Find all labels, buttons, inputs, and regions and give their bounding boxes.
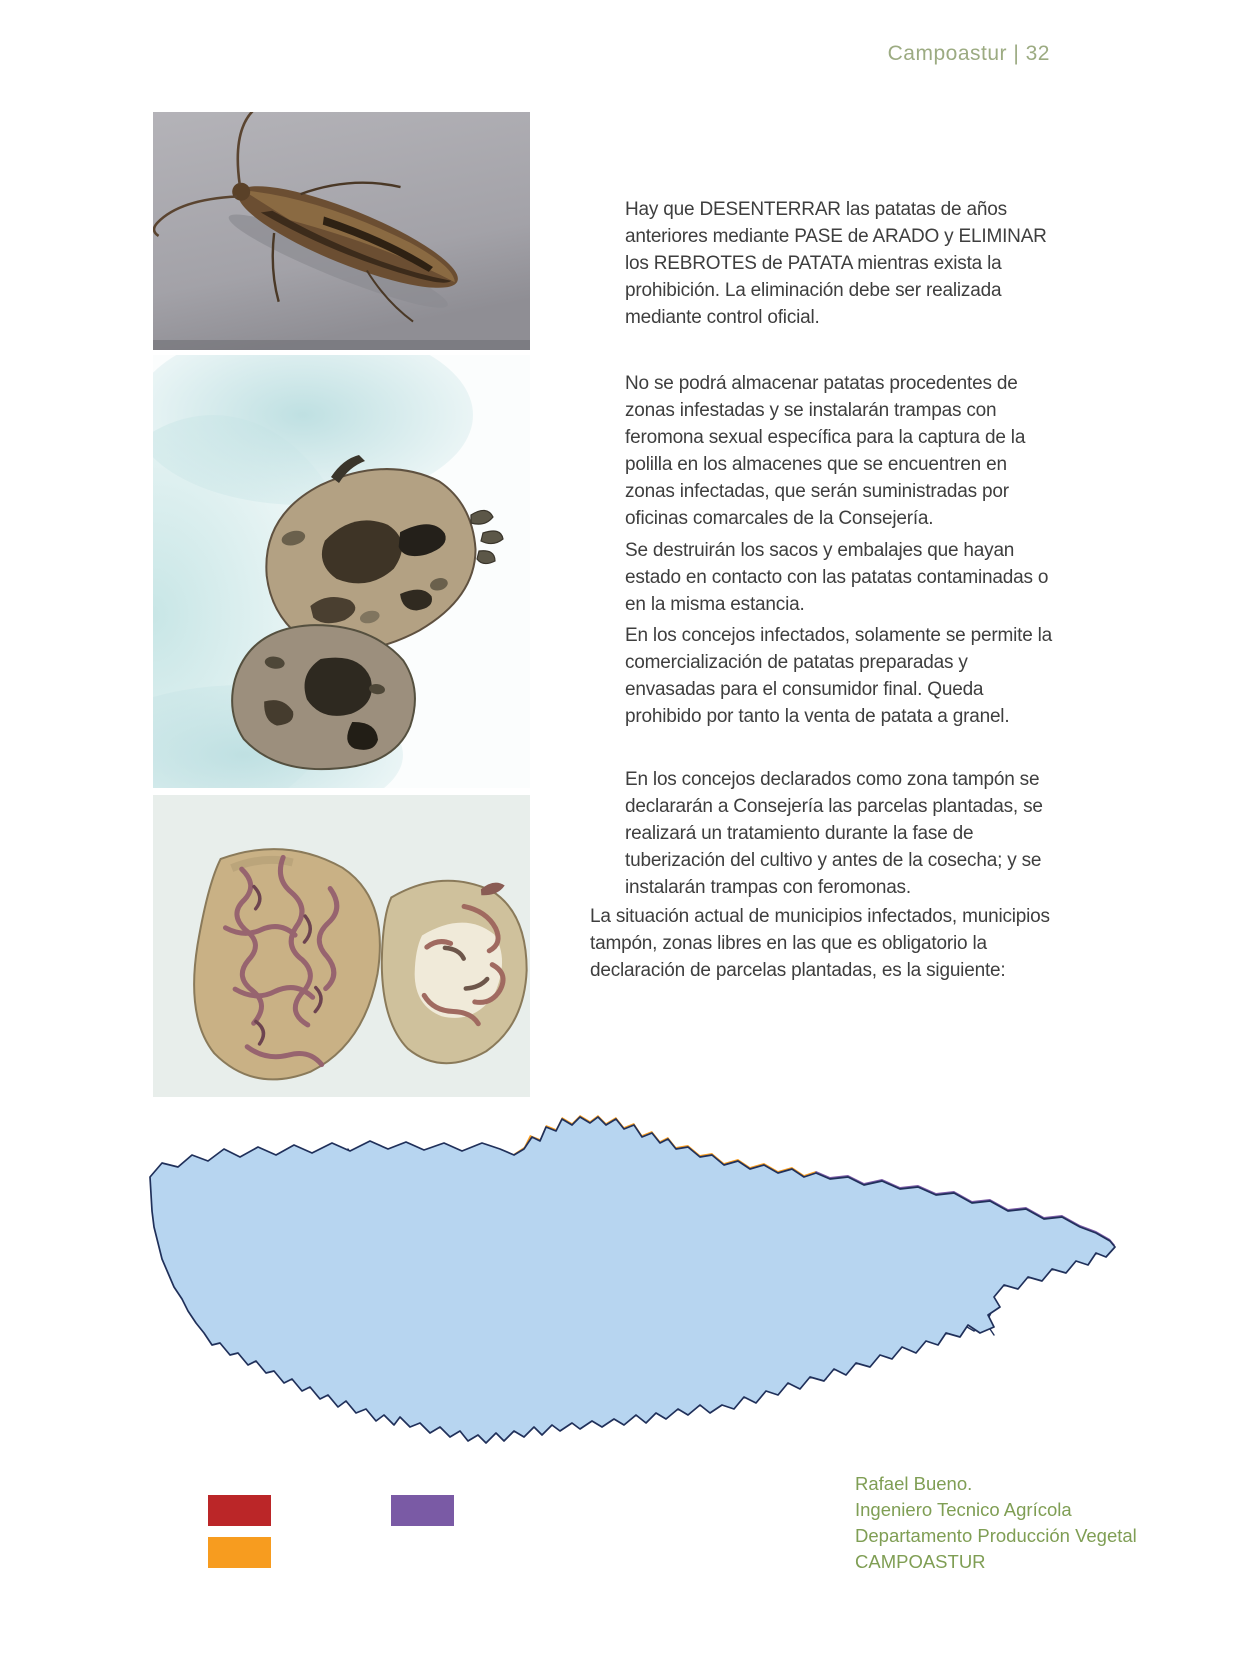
photo-damaged-potatoes-figure xyxy=(153,795,530,1097)
paragraph: En los concejos infectados, solamente se permite la comercialización de patatas preparadas y envasadas para el consumidor final. Queda prohibido por tanto la venta de patata a granel. xyxy=(625,625,1053,727)
paragraph: La situación actual de municipios infectados, municipios tampón, zonas libres en las que es obligatorio la declaración de parcelas plantadas, es la siguiente: xyxy=(590,906,1050,981)
paragraph: Hay que DESENTERRAR las patatas de años anteriores mediante PASE de ARADO y ELIMINAR los REBROTES de PATATA mientras exista la prohibición. La eliminación debe ser realizada mediante control oficial. xyxy=(625,199,1047,328)
asturias-municipalities-map xyxy=(148,1115,1118,1445)
credit-line: Rafael Bueno. xyxy=(855,1473,973,1494)
asturias-map-svg xyxy=(148,1115,1118,1445)
credit-line: Ingeniero Tecnico Agrícola xyxy=(855,1499,1072,1520)
paragraph: Se destruirán los sacos y embalajes que hayan estado en contacto con las patatas contaminadas o en la misma estancia. xyxy=(625,540,1049,615)
credit-line: Departamento Producción Vegetal xyxy=(855,1525,1137,1546)
page-header: Campoastur | 32 xyxy=(887,42,1050,65)
paragraph: En los concejos declarados como zona tampón se declararán a Consejería las parcelas plantadas, se realizará un tratamiento durante la fase de tuberización del cultivo y antes de la cosecha; y se instalarán trampas con feromonas. xyxy=(625,769,1043,898)
moth-illustration xyxy=(153,112,530,350)
photo-moth-figure xyxy=(153,112,530,350)
legend-swatch-purple-zone xyxy=(391,1495,454,1526)
paragraph: No se podrá almacenar patatas procedentes de zonas infestadas y se instalarán trampas con feromona sexual específica para la captura de la polilla en los almacenes que se encuentren en zonas infectadas, que serán suministradas por oficinas comarcales de la Consejería. xyxy=(625,373,1026,529)
map-legend xyxy=(208,1495,468,1575)
legend-swatch-buffer xyxy=(208,1537,271,1568)
credit-line: CAMPOASTUR xyxy=(855,1551,986,1572)
credits-block xyxy=(855,1471,1137,1575)
legend-swatch-infected xyxy=(208,1495,271,1526)
damaged-potatoes-illustration xyxy=(153,795,530,1097)
photo-infested-tubers-figure xyxy=(153,355,530,788)
infested-tubers-illustration xyxy=(153,355,530,788)
